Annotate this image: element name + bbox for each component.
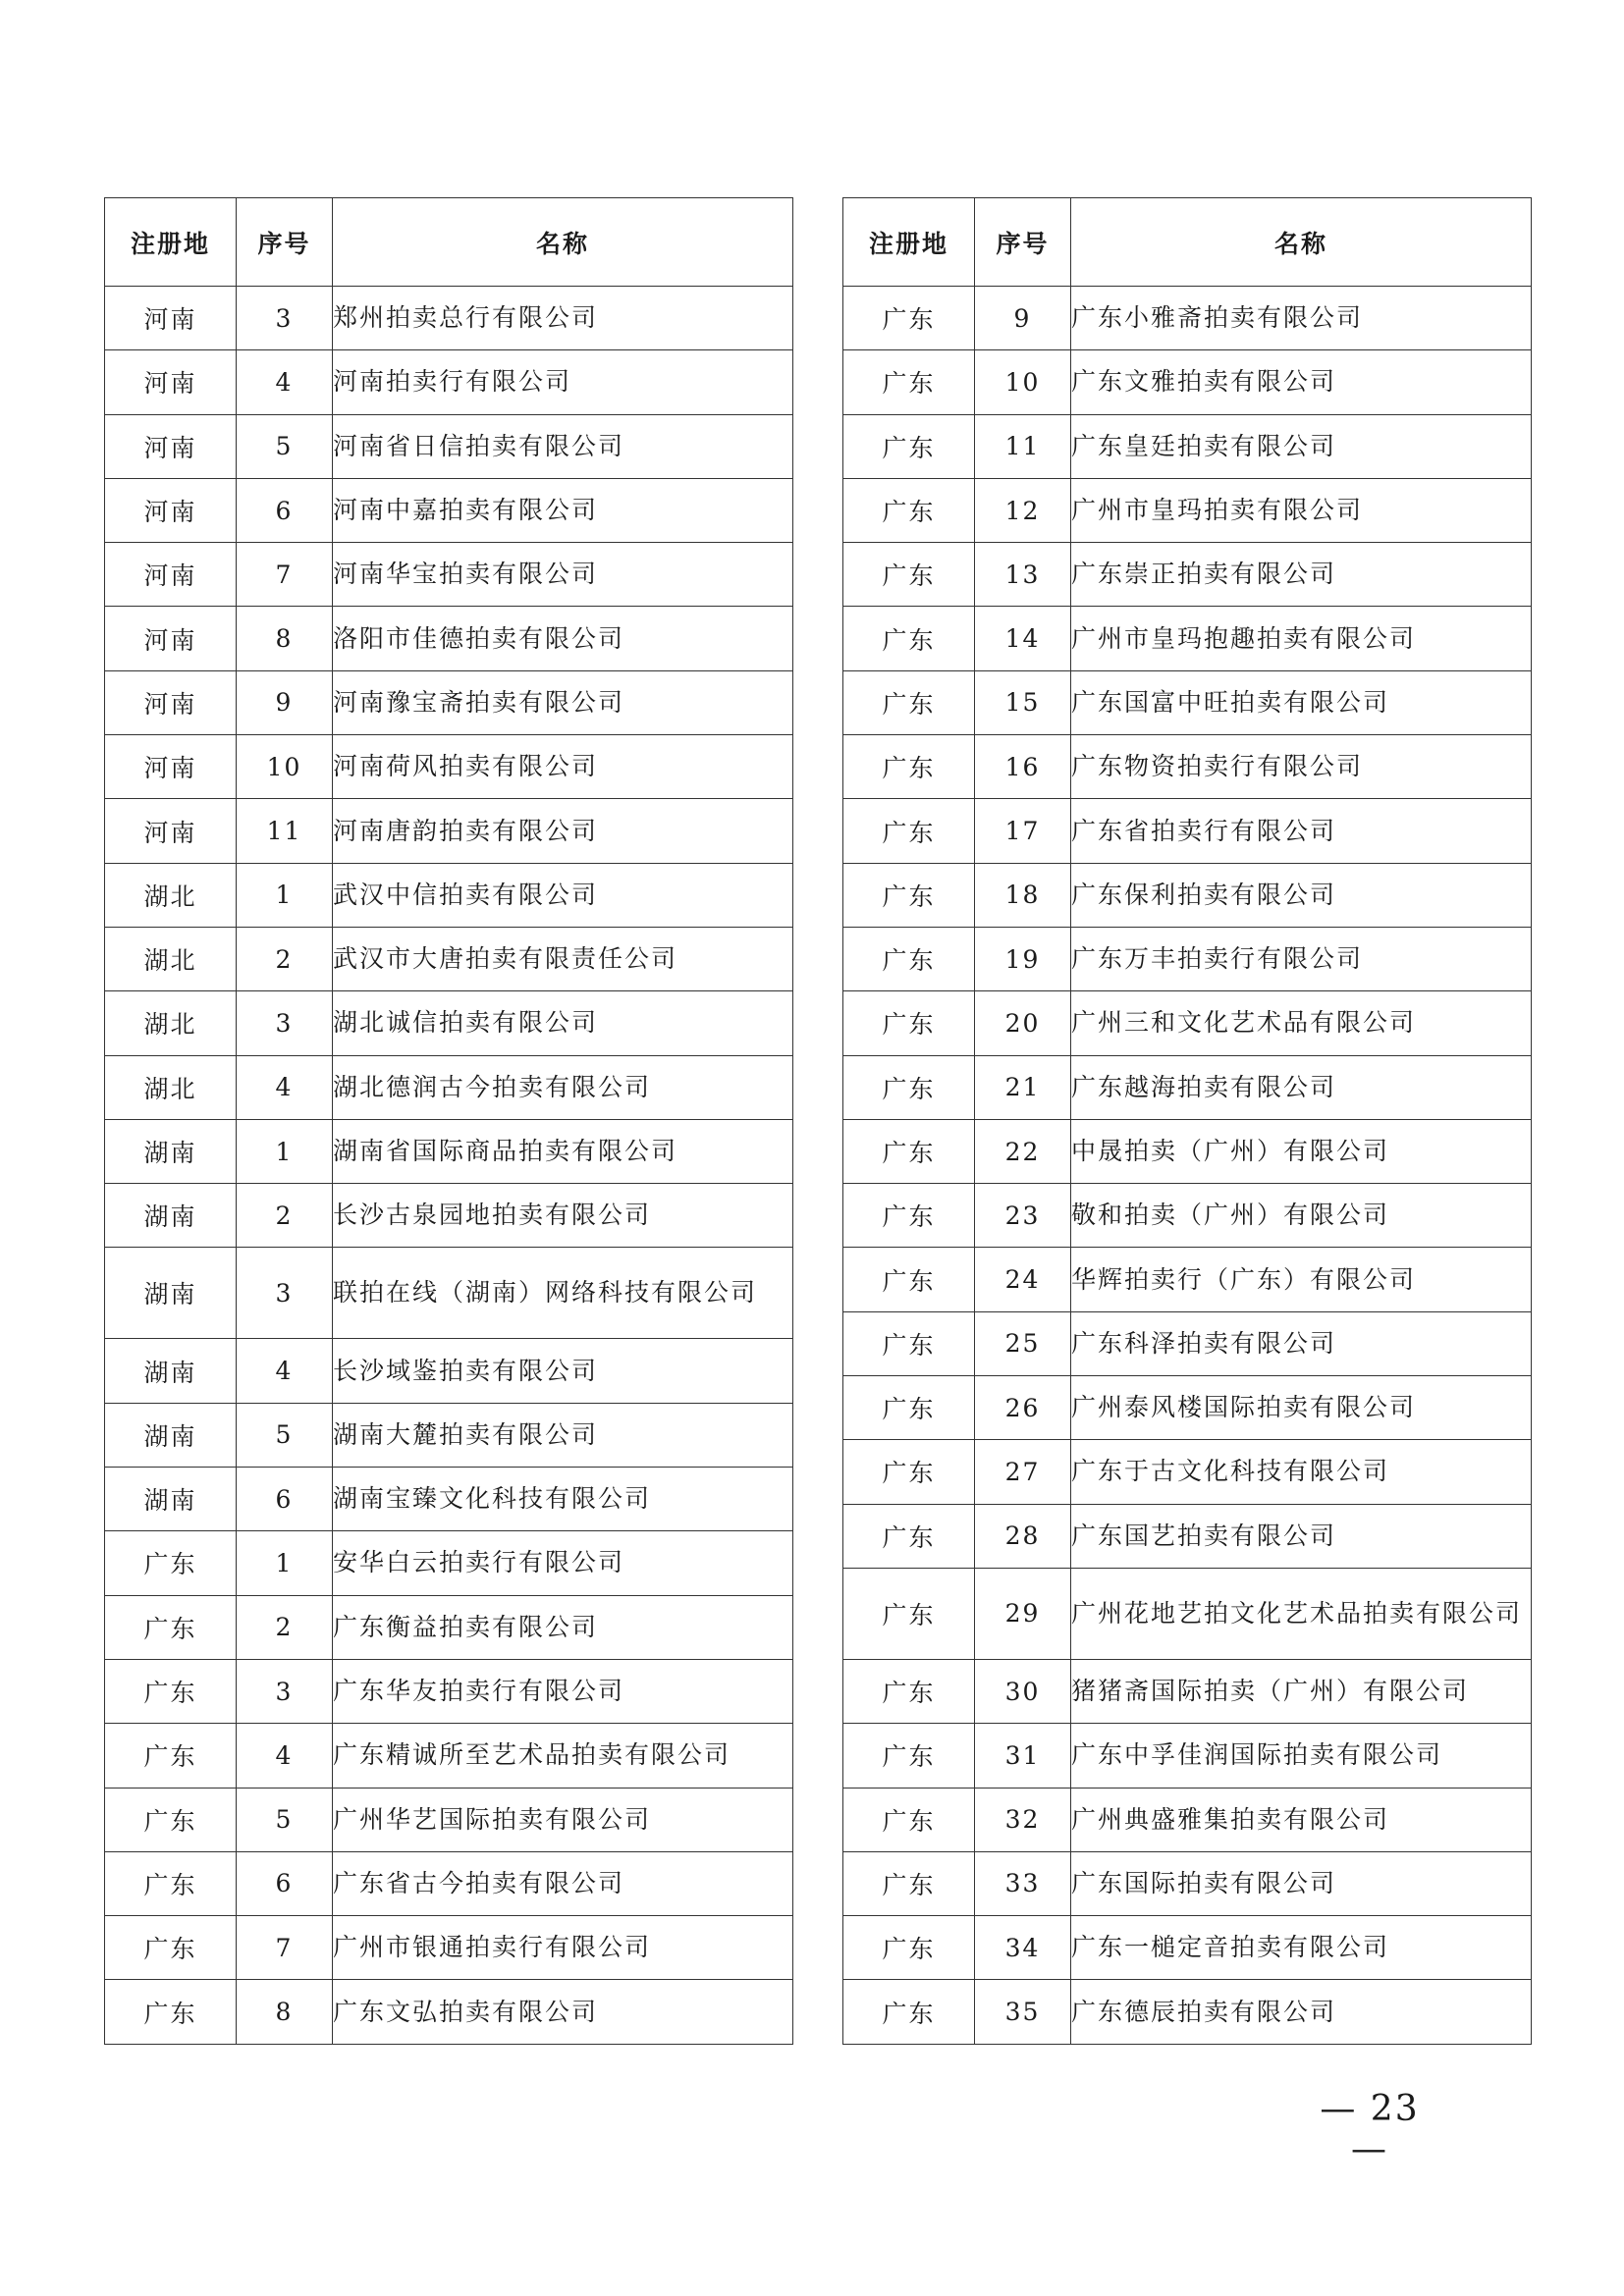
company-name-cell: 敬和拍卖（广州）有限公司 — [1071, 1184, 1532, 1248]
region-cell: 河南 — [105, 670, 237, 734]
company-name-cell: 洛阳市佳德拍卖有限公司 — [333, 607, 793, 670]
region-cell: 广东 — [105, 1980, 237, 2044]
number-cell: 18 — [975, 863, 1071, 927]
table-row — [843, 607, 1532, 670]
company-name-cell: 湖南宝臻文化科技有限公司 — [333, 1468, 793, 1531]
company-name-cell: 广东物资拍卖行有限公司 — [1071, 735, 1532, 799]
number-cell: 34 — [975, 1916, 1071, 1980]
region-cell: 湖北 — [105, 927, 237, 990]
table-row — [105, 1659, 793, 1723]
number-cell: 29 — [975, 1568, 1071, 1659]
number-cell: 3 — [237, 287, 333, 350]
table-row — [105, 287, 793, 350]
region-cell: 广东 — [843, 1568, 975, 1659]
table-row — [105, 1248, 793, 1339]
table-row — [843, 1376, 1532, 1440]
table-row — [105, 1184, 793, 1248]
region-cell: 湖南 — [105, 1468, 237, 1531]
header-name: 名称 — [333, 198, 793, 287]
table-row — [105, 607, 793, 670]
table-row — [843, 991, 1532, 1055]
company-name-cell: 河南荷风拍卖有限公司 — [333, 735, 793, 799]
table-row — [105, 1916, 793, 1980]
header-name: 名称 — [1071, 198, 1532, 287]
company-name-cell: 湖南大麓拍卖有限公司 — [333, 1403, 793, 1467]
company-name-cell: 广东皇廷拍卖有限公司 — [1071, 414, 1532, 478]
region-cell: 广东 — [843, 1376, 975, 1440]
company-name-cell: 武汉市大唐拍卖有限责任公司 — [333, 927, 793, 990]
company-name-cell: 广州泰风楼国际拍卖有限公司 — [1071, 1376, 1532, 1440]
company-name-cell: 湖南省国际商品拍卖有限公司 — [333, 1119, 793, 1183]
number-cell: 9 — [237, 670, 333, 734]
table-row — [105, 1595, 793, 1659]
region-cell: 广东 — [105, 1595, 237, 1659]
company-name-cell: 广东文雅拍卖有限公司 — [1071, 350, 1532, 414]
table-row — [843, 543, 1532, 607]
header-region: 注册地 — [843, 198, 975, 287]
number-cell: 1 — [237, 1119, 333, 1183]
table-row — [843, 799, 1532, 863]
table-row — [843, 927, 1532, 990]
region-cell: 广东 — [105, 1531, 237, 1595]
region-cell: 广东 — [843, 1119, 975, 1183]
region-cell: 广东 — [843, 1980, 975, 2044]
table-row — [843, 735, 1532, 799]
number-cell: 6 — [237, 1468, 333, 1531]
number-cell: 12 — [975, 478, 1071, 542]
company-name-cell: 广东于古文化科技有限公司 — [1071, 1440, 1532, 1504]
table-row — [843, 1248, 1532, 1311]
region-cell: 广东 — [843, 350, 975, 414]
company-name-cell: 广东省古今拍卖有限公司 — [333, 1851, 793, 1915]
table-row — [843, 1184, 1532, 1248]
region-cell: 广东 — [843, 735, 975, 799]
number-cell: 6 — [237, 478, 333, 542]
company-name-cell: 广州典盛雅集拍卖有限公司 — [1071, 1788, 1532, 1851]
table-row — [105, 478, 793, 542]
table-row — [843, 1504, 1532, 1568]
table-row — [105, 799, 793, 863]
number-cell: 3 — [237, 1659, 333, 1723]
company-name-cell: 广东一槌定音拍卖有限公司 — [1071, 1916, 1532, 1980]
table-header-row — [843, 198, 1532, 287]
region-cell: 广东 — [843, 287, 975, 350]
company-name-cell: 河南中嘉拍卖有限公司 — [333, 478, 793, 542]
page-number: — 23 — — [1320, 2089, 1420, 2169]
company-name-cell: 广东衡益拍卖有限公司 — [333, 1595, 793, 1659]
company-name-cell: 广东中孚佳润国际拍卖有限公司 — [1071, 1724, 1532, 1788]
number-cell: 3 — [237, 991, 333, 1055]
company-name-cell: 长沙域鉴拍卖有限公司 — [333, 1339, 793, 1403]
region-cell: 河南 — [105, 543, 237, 607]
company-name-cell: 广东崇正拍卖有限公司 — [1071, 543, 1532, 607]
region-cell: 广东 — [105, 1851, 237, 1915]
company-name-cell: 猪猪斋国际拍卖（广州）有限公司 — [1071, 1659, 1532, 1723]
number-cell: 22 — [975, 1119, 1071, 1183]
region-cell: 河南 — [105, 607, 237, 670]
company-name-cell: 广东万丰拍卖行有限公司 — [1071, 927, 1532, 990]
number-cell: 8 — [237, 1980, 333, 2044]
header-region: 注册地 — [105, 198, 237, 287]
table-header-row — [105, 198, 793, 287]
number-cell: 7 — [237, 543, 333, 607]
number-cell: 10 — [237, 735, 333, 799]
table-row — [843, 1851, 1532, 1915]
region-cell: 广东 — [843, 414, 975, 478]
region-cell: 广东 — [843, 1311, 975, 1375]
region-cell: 广东 — [843, 1916, 975, 1980]
table-row — [105, 670, 793, 734]
region-cell: 广东 — [843, 863, 975, 927]
company-name-cell: 广州华艺国际拍卖有限公司 — [333, 1788, 793, 1851]
company-name-cell: 广东科泽拍卖有限公司 — [1071, 1311, 1532, 1375]
company-name-cell: 广东文弘拍卖有限公司 — [333, 1980, 793, 2044]
company-name-cell: 广东国富中旺拍卖有限公司 — [1071, 670, 1532, 734]
company-name-cell: 广东国艺拍卖有限公司 — [1071, 1504, 1532, 1568]
number-cell: 1 — [237, 1531, 333, 1595]
region-cell: 广东 — [843, 1851, 975, 1915]
number-cell: 3 — [237, 1248, 333, 1339]
number-cell: 5 — [237, 1788, 333, 1851]
table-row — [843, 1568, 1532, 1659]
table-row — [105, 350, 793, 414]
number-cell: 26 — [975, 1376, 1071, 1440]
table-row — [843, 1311, 1532, 1375]
company-name-cell: 河南唐韵拍卖有限公司 — [333, 799, 793, 863]
company-name-cell: 广东华友拍卖行有限公司 — [333, 1659, 793, 1723]
number-cell: 30 — [975, 1659, 1071, 1723]
region-cell: 河南 — [105, 414, 237, 478]
number-cell: 5 — [237, 414, 333, 478]
table-body-right — [843, 287, 1532, 2045]
region-cell: 广东 — [843, 1659, 975, 1723]
company-name-cell: 广州市银通拍卖行有限公司 — [333, 1916, 793, 1980]
number-cell: 4 — [237, 1055, 333, 1119]
company-table-right — [842, 197, 1532, 2045]
number-cell: 15 — [975, 670, 1071, 734]
company-name-cell: 联拍在线（湖南）网络科技有限公司 — [333, 1248, 793, 1339]
company-name-cell: 安华白云拍卖行有限公司 — [333, 1531, 793, 1595]
table-row — [105, 1788, 793, 1851]
number-cell: 32 — [975, 1788, 1071, 1851]
table-row — [843, 1916, 1532, 1980]
company-name-cell: 河南华宝拍卖有限公司 — [333, 543, 793, 607]
region-cell: 广东 — [843, 927, 975, 990]
table-row — [105, 991, 793, 1055]
region-cell: 湖南 — [105, 1339, 237, 1403]
region-cell: 广东 — [843, 1724, 975, 1788]
company-name-cell: 广州市皇玛拍卖有限公司 — [1071, 478, 1532, 542]
company-name-cell: 广州三和文化艺术品有限公司 — [1071, 991, 1532, 1055]
table-row — [105, 1339, 793, 1403]
number-cell: 2 — [237, 927, 333, 990]
company-name-cell: 广东精诚所至艺术品拍卖有限公司 — [333, 1724, 793, 1788]
table-row — [843, 1659, 1532, 1723]
table-row — [105, 1468, 793, 1531]
region-cell: 广东 — [843, 478, 975, 542]
region-cell: 河南 — [105, 287, 237, 350]
number-cell: 31 — [975, 1724, 1071, 1788]
table-row — [105, 1055, 793, 1119]
company-name-cell: 郑州拍卖总行有限公司 — [333, 287, 793, 350]
region-cell: 湖南 — [105, 1184, 237, 1248]
region-cell: 广东 — [105, 1916, 237, 1980]
company-name-cell: 湖北德润古今拍卖有限公司 — [333, 1055, 793, 1119]
number-cell: 4 — [237, 350, 333, 414]
table-row — [105, 1851, 793, 1915]
table-row — [843, 863, 1532, 927]
table-row — [843, 670, 1532, 734]
region-cell: 广东 — [105, 1659, 237, 1723]
region-cell: 广东 — [843, 1184, 975, 1248]
region-cell: 湖北 — [105, 1055, 237, 1119]
table-row — [843, 1440, 1532, 1504]
region-cell: 湖北 — [105, 991, 237, 1055]
company-name-cell: 广州花地艺拍文化艺术品拍卖有限公司 — [1071, 1568, 1532, 1659]
number-cell: 2 — [237, 1595, 333, 1659]
table-row — [105, 927, 793, 990]
table-row — [105, 735, 793, 799]
table-row — [843, 414, 1532, 478]
table-row — [105, 1403, 793, 1467]
number-cell: 33 — [975, 1851, 1071, 1915]
number-cell: 20 — [975, 991, 1071, 1055]
company-name-cell: 广东国际拍卖有限公司 — [1071, 1851, 1532, 1915]
region-cell: 河南 — [105, 350, 237, 414]
company-name-cell: 广东小雅斋拍卖有限公司 — [1071, 287, 1532, 350]
number-cell: 23 — [975, 1184, 1071, 1248]
region-cell: 广东 — [843, 1440, 975, 1504]
region-cell: 湖南 — [105, 1403, 237, 1467]
table-row — [843, 1788, 1532, 1851]
number-cell: 35 — [975, 1980, 1071, 2044]
company-name-cell: 广东保利拍卖有限公司 — [1071, 863, 1532, 927]
number-cell: 19 — [975, 927, 1071, 990]
company-name-cell: 河南豫宝斋拍卖有限公司 — [333, 670, 793, 734]
table-row — [843, 350, 1532, 414]
region-cell: 广东 — [843, 607, 975, 670]
number-cell: 16 — [975, 735, 1071, 799]
company-name-cell: 华辉拍卖行（广东）有限公司 — [1071, 1248, 1532, 1311]
region-cell: 广东 — [843, 1504, 975, 1568]
region-cell: 广东 — [843, 799, 975, 863]
number-cell: 4 — [237, 1339, 333, 1403]
company-table-left — [104, 197, 793, 2045]
region-cell: 河南 — [105, 799, 237, 863]
table-row — [105, 1724, 793, 1788]
region-cell: 湖北 — [105, 863, 237, 927]
number-cell: 1 — [237, 863, 333, 927]
table-row — [105, 414, 793, 478]
region-cell: 广东 — [105, 1724, 237, 1788]
table-row — [105, 1119, 793, 1183]
region-cell: 湖南 — [105, 1248, 237, 1339]
header-number: 序号 — [975, 198, 1071, 287]
number-cell: 10 — [975, 350, 1071, 414]
number-cell: 11 — [237, 799, 333, 863]
table-row — [105, 1531, 793, 1595]
number-cell: 24 — [975, 1248, 1071, 1311]
table-body-left — [105, 287, 793, 2045]
number-cell: 17 — [975, 799, 1071, 863]
company-name-cell: 长沙古泉园地拍卖有限公司 — [333, 1184, 793, 1248]
company-name-cell: 广东越海拍卖有限公司 — [1071, 1055, 1532, 1119]
number-cell: 13 — [975, 543, 1071, 607]
table-row — [843, 478, 1532, 542]
table-row — [105, 1980, 793, 2044]
company-name-cell: 武汉中信拍卖有限公司 — [333, 863, 793, 927]
region-cell: 广东 — [843, 1055, 975, 1119]
region-cell: 河南 — [105, 478, 237, 542]
table-row — [843, 1724, 1532, 1788]
number-cell: 2 — [237, 1184, 333, 1248]
table-row — [843, 1980, 1532, 2044]
region-cell: 广东 — [843, 1788, 975, 1851]
table-row — [843, 1119, 1532, 1183]
header-number: 序号 — [237, 198, 333, 287]
number-cell: 14 — [975, 607, 1071, 670]
company-name-cell: 中晟拍卖（广州）有限公司 — [1071, 1119, 1532, 1183]
number-cell: 28 — [975, 1504, 1071, 1568]
number-cell: 25 — [975, 1311, 1071, 1375]
number-cell: 21 — [975, 1055, 1071, 1119]
number-cell: 4 — [237, 1724, 333, 1788]
company-name-cell: 广州市皇玛抱趣拍卖有限公司 — [1071, 607, 1532, 670]
number-cell: 6 — [237, 1851, 333, 1915]
region-cell: 广东 — [105, 1788, 237, 1851]
table-row — [843, 1055, 1532, 1119]
region-cell: 广东 — [843, 1248, 975, 1311]
region-cell: 广东 — [843, 670, 975, 734]
region-cell: 河南 — [105, 735, 237, 799]
table-row — [105, 543, 793, 607]
region-cell: 广东 — [843, 543, 975, 607]
number-cell: 27 — [975, 1440, 1071, 1504]
company-name-cell: 广东省拍卖行有限公司 — [1071, 799, 1532, 863]
number-cell: 7 — [237, 1916, 333, 1980]
region-cell: 广东 — [843, 991, 975, 1055]
company-name-cell: 河南省日信拍卖有限公司 — [333, 414, 793, 478]
region-cell: 湖南 — [105, 1119, 237, 1183]
table-row — [843, 287, 1532, 350]
company-name-cell: 广东德辰拍卖有限公司 — [1071, 1980, 1532, 2044]
number-cell: 8 — [237, 607, 333, 670]
company-name-cell: 湖北诚信拍卖有限公司 — [333, 991, 793, 1055]
company-name-cell: 河南拍卖行有限公司 — [333, 350, 793, 414]
number-cell: 11 — [975, 414, 1071, 478]
number-cell: 5 — [237, 1403, 333, 1467]
table-row — [105, 863, 793, 927]
number-cell: 9 — [975, 287, 1071, 350]
